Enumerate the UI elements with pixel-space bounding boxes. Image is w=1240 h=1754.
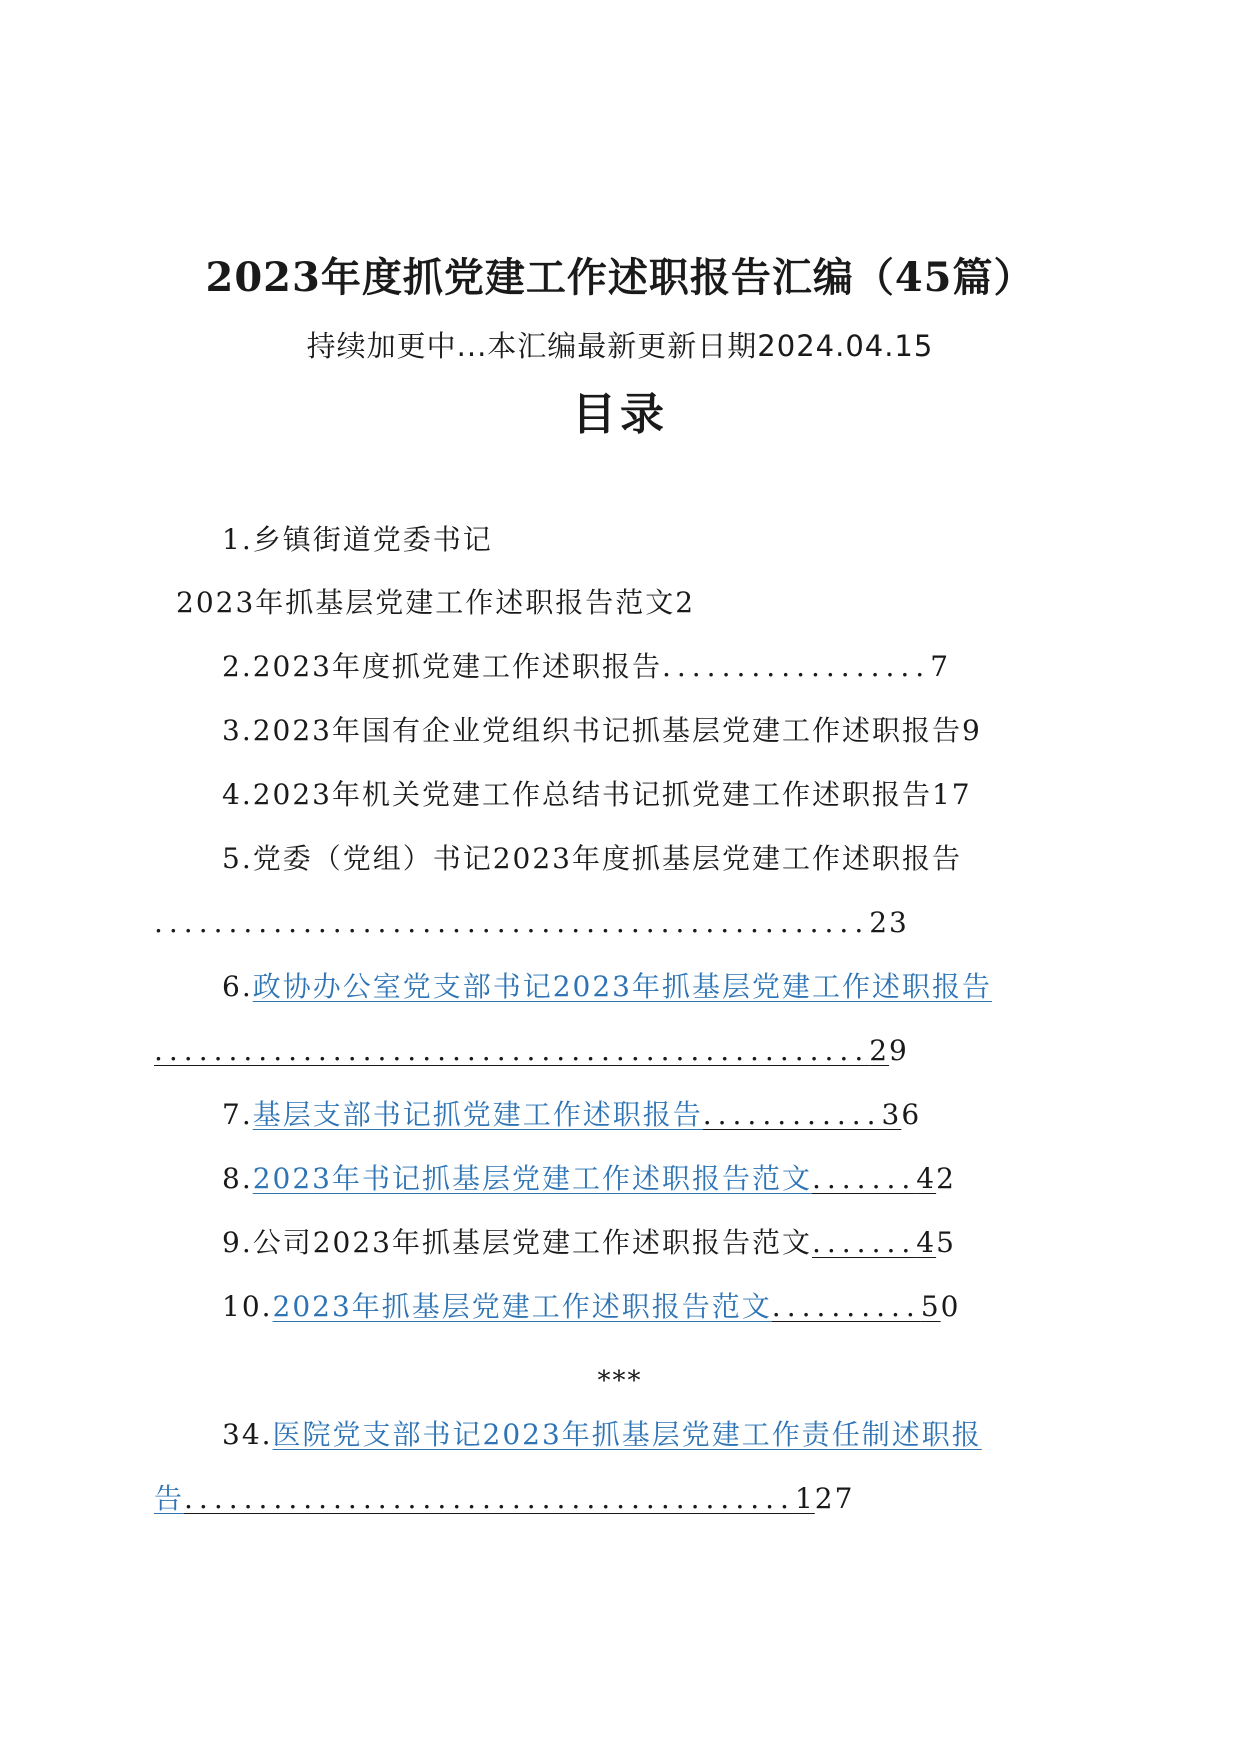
toc-leader-dots: .......: [811, 1226, 917, 1259]
toc-entry-title: 党委（党组）书记2023年度抓基层党建工作述职报告: [252, 842, 962, 875]
section-separator: ***: [597, 1366, 643, 1396]
toc-entry-2: [222, 647, 950, 687]
toc-entry-number: 34.: [222, 1418, 273, 1451]
toc-entry-title: 公司2023年抓基层党建工作述职报告范文: [252, 1226, 812, 1259]
toc-leader-dots: .......: [811, 1162, 917, 1195]
toc-entry-title: 2023年国有企业党组织书记抓基层党建工作述职报告: [252, 714, 962, 747]
toc-entry-number: 1.: [222, 523, 253, 556]
toc-entry-5-leader: [154, 903, 909, 943]
toc-entry-1: [222, 520, 493, 560]
toc-heading: 目录: [572, 389, 668, 440]
toc-entry-page: 9: [961, 714, 982, 747]
toc-entry-title: 2023年抓基层党建工作述职报告范文: [176, 586, 676, 619]
toc-entry-3: [222, 711, 982, 751]
toc-entry-number: 2.: [222, 650, 253, 683]
toc-entry-7[interactable]: [222, 1095, 921, 1135]
toc-entry-page: 0: [940, 1290, 961, 1323]
toc-entry-title: 2023年机关党建工作总结书记抓党建工作述职报告: [252, 778, 932, 811]
toc-entry-page-underlined: 2: [869, 1034, 890, 1067]
toc-entry-page-underlined: 3: [881, 1098, 902, 1131]
toc-entry-page-underlined: 5: [920, 1290, 941, 1323]
toc-entry-title: 2023年度抓党建工作述职报告: [252, 650, 662, 683]
toc-leader-dots: ..................: [661, 650, 931, 683]
toc-leader-dots: ............: [702, 1098, 882, 1131]
toc-leader-dots: ................................................: [154, 906, 870, 939]
toc-entry-page: 5: [936, 1226, 956, 1259]
toc-entry-1-continued: [176, 583, 695, 623]
document-title: 2023年度抓党建工作述职报告汇编（45篇）: [205, 254, 1035, 301]
toc-entry-6-leader[interactable]: [154, 1031, 909, 1071]
toc-entry-page: 17: [931, 778, 972, 811]
toc-entry-34-continued[interactable]: [154, 1479, 854, 1519]
toc-entry-page: 2: [936, 1162, 956, 1195]
toc-entry-8[interactable]: [222, 1159, 956, 1199]
toc-entry-5: [222, 839, 962, 879]
toc-entry-link[interactable]: 2023年书记抓基层党建工作述职报告范文: [252, 1162, 812, 1195]
toc-leader-dots: ..........: [771, 1290, 921, 1323]
toc-entry-10[interactable]: [222, 1287, 960, 1327]
update-note: 持续加更中...本汇编最新更新日期2024.04.15: [306, 329, 934, 363]
toc-entry-page: 6: [901, 1098, 922, 1131]
toc-leader-dots: ................................................: [154, 1034, 870, 1067]
toc-entry-34[interactable]: [222, 1415, 982, 1455]
toc-entry-page-underlined: 1: [794, 1482, 815, 1515]
toc-entry-page-underlined: 4: [916, 1162, 937, 1195]
toc-leader-dots: .........................................: [184, 1482, 795, 1515]
toc-entry-number: 10.: [222, 1290, 273, 1323]
toc-entry-page: 9: [889, 1034, 909, 1067]
toc-entry-number: 6.: [222, 970, 253, 1003]
toc-entry-number: 9.: [222, 1226, 253, 1259]
toc-entry-page-underlined: 4: [916, 1226, 937, 1259]
toc-entry-4: [222, 775, 972, 815]
toc-entry-6[interactable]: [222, 967, 992, 1007]
toc-entry-number: 4.: [222, 778, 253, 811]
toc-entry-link[interactable]: 医院党支部书记2023年抓基层党建工作责任制述职报: [272, 1418, 982, 1451]
toc-entry-page: 7: [930, 650, 951, 683]
toc-entry-link[interactable]: 2023年抓基层党建工作述职报告范文: [272, 1290, 772, 1323]
toc-entry-link[interactable]: 基层支部书记抓党建工作述职报告: [252, 1098, 703, 1131]
toc-entry-page: 23: [869, 906, 909, 939]
toc-entry-number: 8.: [222, 1162, 253, 1195]
toc-entry-page: 2: [675, 586, 696, 619]
toc-entry-link[interactable]: 告: [154, 1482, 185, 1515]
toc-entry-title: 乡镇街道党委书记: [252, 523, 493, 556]
toc-entry-number: 3.: [222, 714, 253, 747]
toc-entry-page: 27: [814, 1482, 855, 1515]
toc-entry-number: 7.: [222, 1098, 253, 1131]
toc-entry-link[interactable]: 政协办公室党支部书记2023年抓基层党建工作述职报告: [252, 970, 992, 1003]
toc-entry-9[interactable]: [222, 1223, 956, 1263]
toc-entry-number: 5.: [222, 842, 253, 875]
